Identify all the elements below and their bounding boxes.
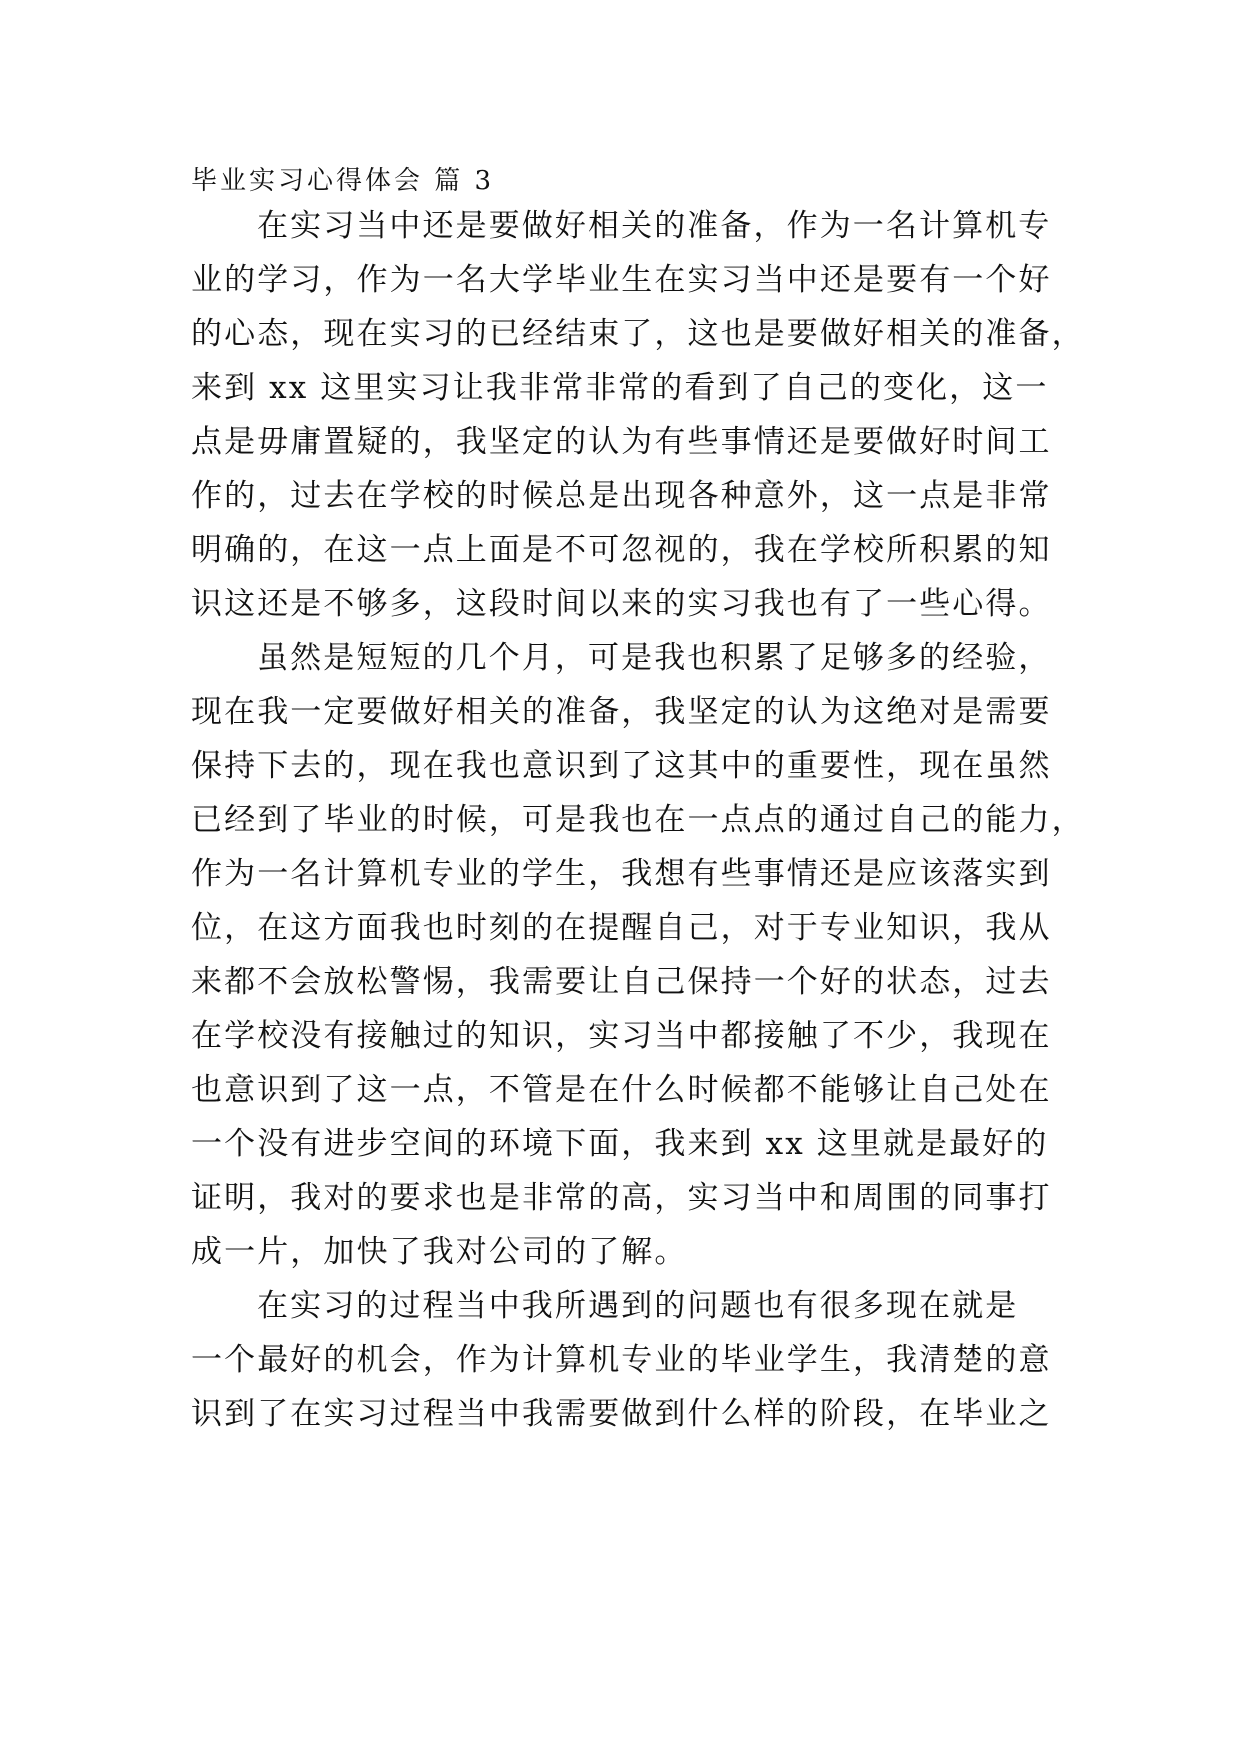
paragraph-2-line-2: 现在我一定要做好相关的准备，我坚定的认为这绝对是需要 <box>191 694 1052 730</box>
paragraph-2-line-10: 一个没有进步空间的环境下面，我来到 xx 这里就是最好的 <box>191 1126 1049 1162</box>
paragraph-2-line-5: 作为一名计算机专业的学生，我想有些事情还是应该落实到 <box>191 856 1052 892</box>
paragraph-2-line-7: 来都不会放松警惕，我需要让自己保持一个好的状态，过去 <box>191 964 1052 1000</box>
paragraph-1-line-6: 作的，过去在学校的时候总是出现各种意外，这一点是非常 <box>191 478 1052 514</box>
paragraph-2-line-8: 在学校没有接触过的知识，实习当中都接触了不少，我现在 <box>191 1018 1052 1054</box>
paragraph-2-line-3: 保持下去的，现在我也意识到了这其中的重要性，现在虽然 <box>191 748 1052 784</box>
paragraph-1-line-8: 识这还是不够多，这段时间以来的实习我也有了一些心得。 <box>191 586 1052 622</box>
document-title: 毕业实习心得体会 篇 3 <box>191 166 495 196</box>
paragraph-1-line-7: 明确的，在这一点上面是不可忽视的，我在学校所积累的知 <box>191 532 1052 568</box>
paragraph-3-line-3: 识到了在实习过程当中我需要做到什么样的阶段，在毕业之 <box>191 1396 1052 1432</box>
paragraph-2-line-9: 也意识到了这一点，不管是在什么时候都不能够让自己处在 <box>191 1072 1052 1108</box>
paragraph-2-line-6: 位，在这方面我也时刻的在提醒自己，对于专业知识，我从 <box>191 910 1052 946</box>
paragraph-1-line-2: 业的学习，作为一名大学毕业生在实习当中还是要有一个好 <box>191 262 1052 298</box>
paragraph-1-line-3: 的心态，现在实习的已经结束了，这也是要做好相关的准备， <box>191 316 1085 352</box>
paragraph-1-line-1: 在实习当中还是要做好相关的准备，作为一名计算机专 <box>257 208 1052 244</box>
paragraph-1-line-5: 点是毋庸置疑的，我坚定的认为有些事情还是要做好时间工 <box>191 424 1052 460</box>
paragraph-2-line-4: 已经到了毕业的时候，可是我也在一点点的通过自己的能力， <box>191 802 1085 838</box>
paragraph-3-line-2: 一个最好的机会，作为计算机专业的毕业学生，我清楚的意 <box>191 1342 1052 1378</box>
paragraph-2-line-12: 成一片，加快了我对公司的了解。 <box>191 1234 688 1270</box>
paragraph-1-line-4: 来到 xx 这里实习让我非常非常的看到了自己的变化，这一 <box>191 370 1049 406</box>
paragraph-2-line-11: 证明，我对的要求也是非常的高，实习当中和周围的同事打 <box>191 1180 1052 1216</box>
paragraph-3-line-1: 在实习的过程当中我所遇到的问题也有很多现在就是 <box>257 1288 1019 1324</box>
paragraph-2-line-1: 虽然是短短的几个月，可是我也积累了足够多的经验， <box>257 640 1052 676</box>
